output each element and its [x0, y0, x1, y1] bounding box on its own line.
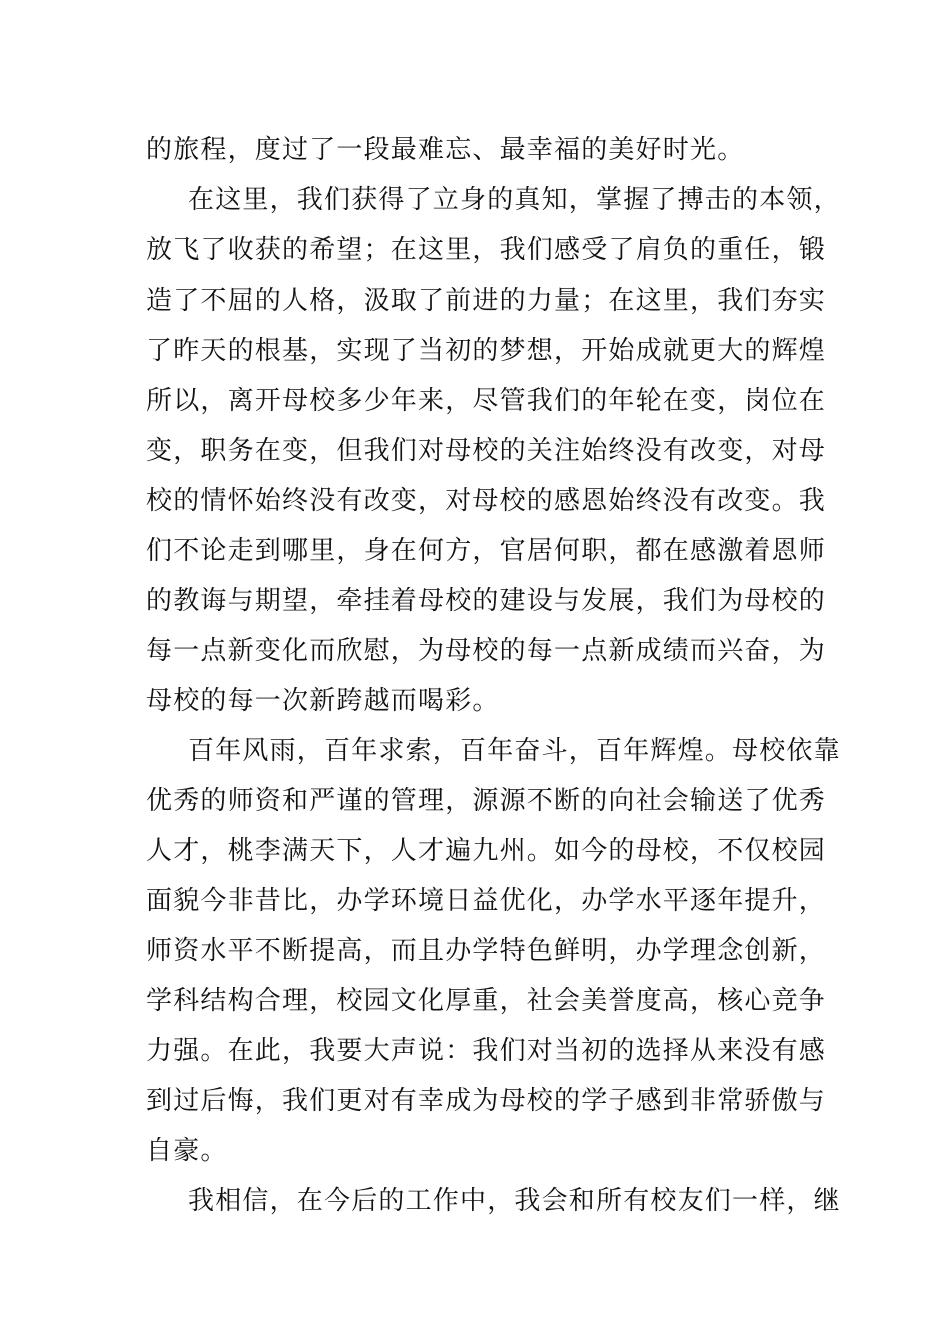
- text-line: 面貌今非昔比，办学环境日益优化，办学水平逐年提升，: [146, 886, 827, 916]
- text-line: 每一点新变化而欣慰，为母校的每一点新成绩而兴奋，为: [146, 636, 827, 666]
- text-line: 们不论走到哪里，身在何方，官居何职，都在感激着恩师: [146, 536, 827, 566]
- text-line: 造了不屈的人格，汲取了前进的力量；在这里，我们夯实: [146, 286, 827, 316]
- text-line: 放飞了收获的希望；在这里，我们感受了肩负的重任，锻: [146, 235, 827, 265]
- text-line: 的旅程，度过了一段最难忘、最幸福的美好时光。: [146, 135, 745, 165]
- text-line: 母校的每一次新跨越而喝彩。: [146, 686, 500, 716]
- text-line: 人才，桃李满天下，人才遍九州。如今的母校，不仅校园: [146, 836, 827, 866]
- text-line: 了昨天的根基，实现了当初的梦想，开始成就更大的辉煌: [146, 336, 827, 366]
- text-line: 校的情怀始终没有改变，对母校的感恩始终没有改变。我: [146, 486, 827, 516]
- text-line: 力强。在此，我要大声说：我们对当初的选择从来没有感: [146, 1036, 827, 1066]
- text-line: 变，职务在变，但我们对母校的关注始终没有改变，对母: [146, 436, 827, 466]
- text-line: 的教诲与期望，牵挂着母校的建设与发展，我们为母校的: [146, 586, 827, 616]
- paragraph-start-line: 百年风雨，百年求索，百年奋斗，百年辉煌。母校依靠: [188, 736, 841, 766]
- text-line: 自豪。: [146, 1136, 228, 1166]
- text-line: 学科结构合理，校园文化厚重，社会美誉度高，核心竞争: [146, 986, 827, 1016]
- paragraph-start-line: 在这里，我们获得了立身的真知，掌握了搏击的本领，: [188, 185, 841, 215]
- text-line: 优秀的师资和严谨的管理，源源不断的向社会输送了优秀: [146, 786, 827, 816]
- text-line: 到过后悔，我们更对有幸成为母校的学子感到非常骄傲与: [146, 1086, 827, 1116]
- text-line: 所以，离开母校多少年来，尽管我们的年轮在变，岗位在: [146, 386, 827, 416]
- paragraph-start-line: 我相信，在今后的工作中，我会和所有校友们一样，继: [188, 1186, 841, 1216]
- text-line: 师资水平不断提高，而且办学特色鲜明，办学理念创新，: [146, 936, 827, 966]
